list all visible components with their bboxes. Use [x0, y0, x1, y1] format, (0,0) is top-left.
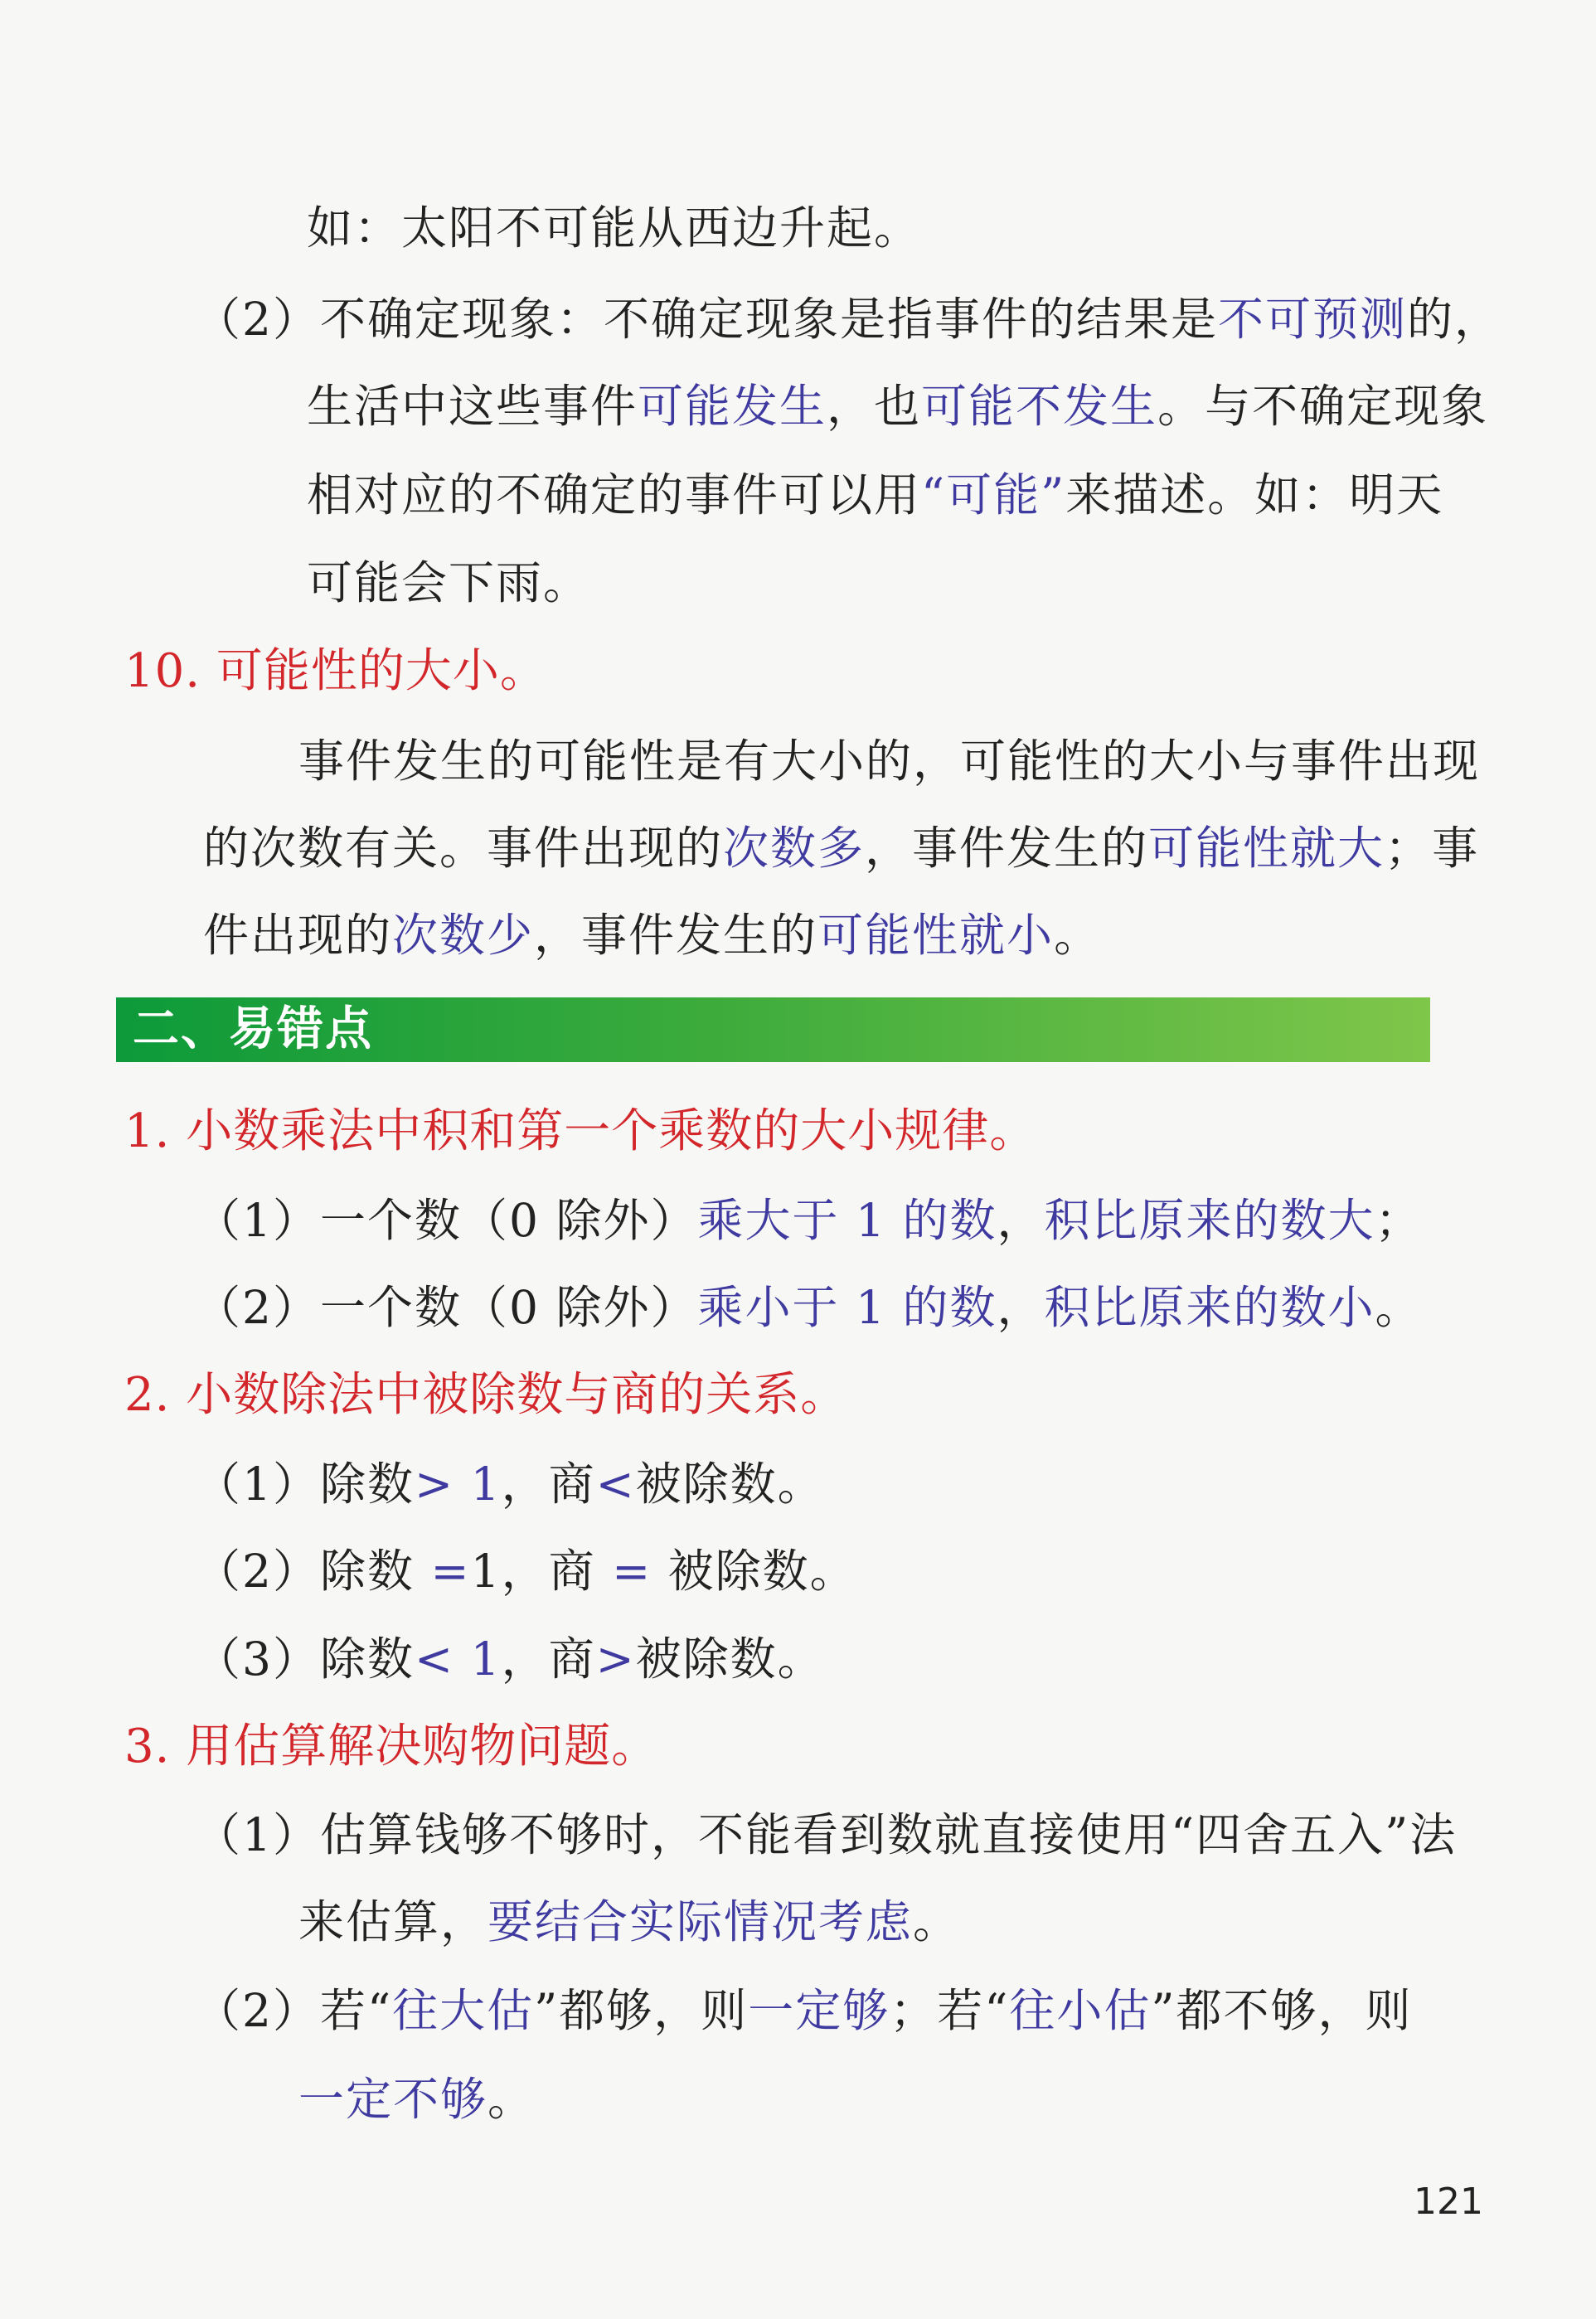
estimation-rule-1-line-1: （1）估算钱够不够时，不能看到数就直接使用“四舍五入”法 [195, 1808, 1458, 1861]
heading-estimation-shopping: 3. 用估算解决购物问题。 [124, 1720, 659, 1773]
division-rule-1: （1）除数> 1，商<被除数。 [195, 1458, 825, 1511]
heading-decimal-division: 2. 小数除法中被除数与商的关系。 [124, 1368, 848, 1422]
example-sun: 如：太阳不可能从西边升起。 [307, 201, 922, 255]
uncertain-phenomenon-line-2: 生活中这些事件可能发生，也可能不发生。与不确定现象 [307, 380, 1489, 433]
multiplication-rule-2: （2）一个数（0 除外）乘小于 1 的数，积比原来的数小。 [195, 1281, 1423, 1334]
possibility-paragraph-line-3: 件出现的次数少，事件发生的可能性就小。 [203, 909, 1102, 962]
estimation-rule-1-line-2: 来估算，要结合实际情况考虑。 [298, 1895, 961, 1948]
division-rule-2: （2）除数 =1，商 = 被除数。 [195, 1545, 857, 1598]
estimation-rule-2-line-1: （2）若“往大估”都够，则一定够；若“往小估”都不够，则 [195, 1984, 1413, 2037]
page-number: 121 [1414, 2181, 1483, 2223]
multiplication-rule-1: （1）一个数（0 除外）乘大于 1 的数，积比原来的数大； [195, 1194, 1423, 1247]
heading-decimal-multiplication: 1. 小数乘法中积和第一个乘数的大小规律。 [124, 1104, 1037, 1158]
division-rule-3: （3）除数< 1，商>被除数。 [195, 1633, 825, 1686]
possibility-paragraph-line-1: 事件发生的可能性是有大小的，可能性的大小与事件出现 [298, 735, 1481, 788]
estimation-rule-2-line-2: 一定不够。 [298, 2073, 536, 2126]
uncertain-phenomenon-line-3: 相对应的不确定的事件可以用“可能”来描述。如：明天 [307, 468, 1444, 522]
uncertain-phenomenon-line-1: （2）不确定现象：不确定现象是指事件的结果是不可预测的， [195, 293, 1502, 346]
section-banner [116, 997, 1430, 1062]
possibility-paragraph-line-2: 的次数有关。事件出现的次数多，事件发生的可能性就大；事 [203, 822, 1480, 875]
uncertain-phenomenon-line-4: 可能会下雨。 [307, 556, 591, 609]
heading-possibility-size: 10. 可能性的大小。 [124, 644, 547, 698]
section-title: 二、易错点 [133, 1002, 373, 1056]
